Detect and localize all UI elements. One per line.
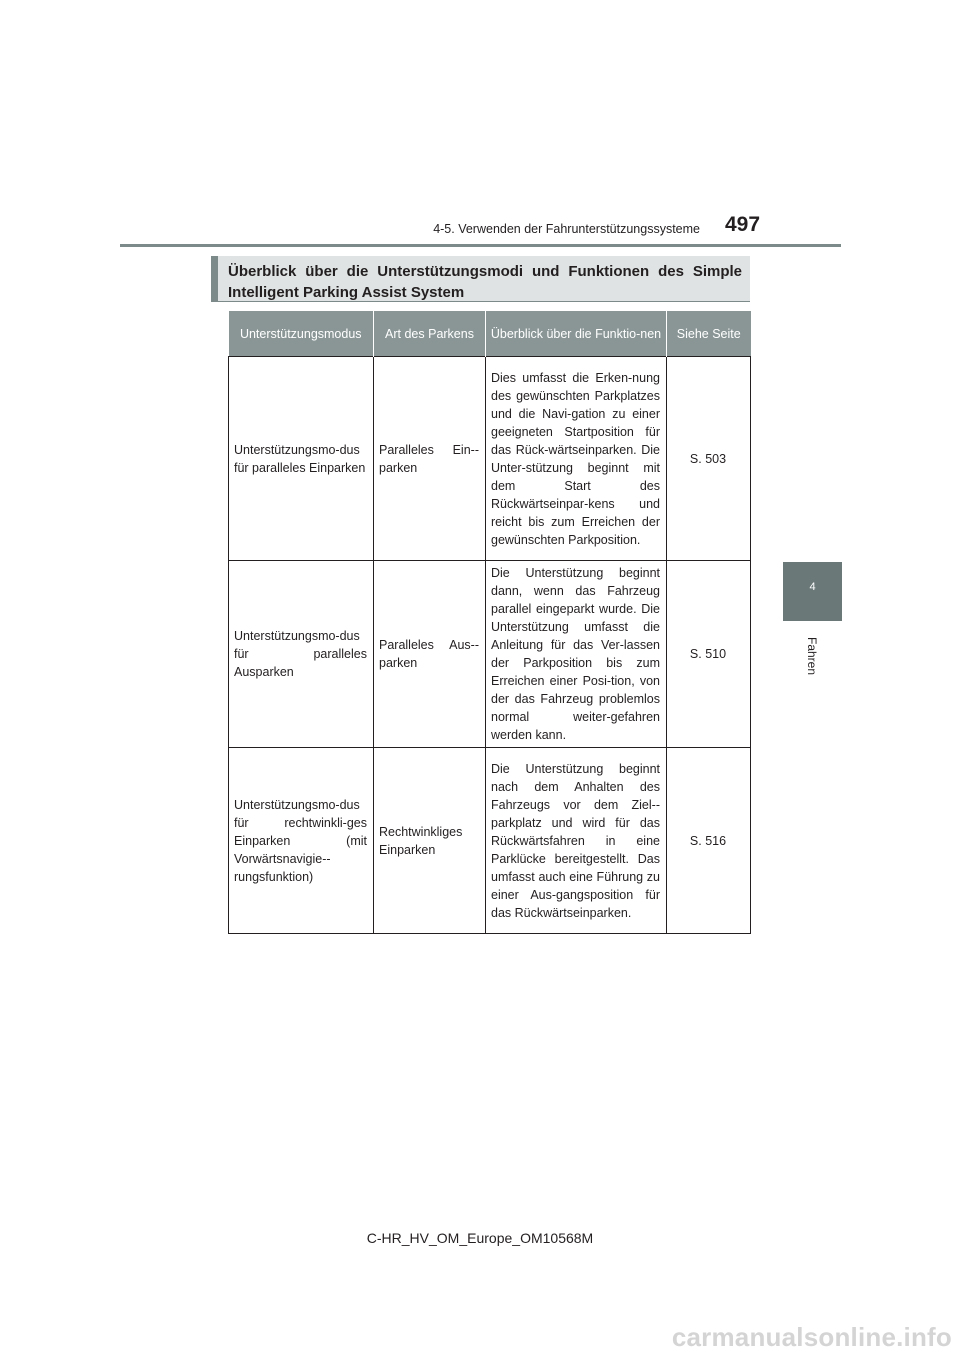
cell-parking-type: Paralleles Aus-parken [374,561,486,748]
chapter-tab-label: Fahren [805,636,819,676]
assist-modes-table [228,311,751,934]
section-title-underline [211,301,750,302]
header-divider [120,244,841,247]
page-number: 497 [725,213,761,236]
document-code: C-HR_HV_OM_Europe_OM10568M [366,1230,594,1246]
watermark: carmanualsonline.info [671,1322,952,1352]
table-row [229,561,751,748]
column-header-overview: Überblick über die Funktio-nen [486,311,667,357]
cell-parking-type: Paralleles Ein-parken [374,357,486,561]
cell-page-reference: S. 510 [667,561,751,748]
cell-page-reference: S. 503 [667,357,751,561]
chapter-tab [783,562,842,621]
cell-overview: Die Unterstützung beginnt dann, wenn das Fahrzeug parallel eingeparkt wurde. Die Unterstützung umfasst die Anleitung für das Ver-lassen der Parkposition bis zum Erreichen einer Posi-tion, von der das Fahrzeug problemlos normal weiter-gefahren werden kann. [486,561,667,748]
table-header-row [229,311,751,357]
cell-mode: Unterstützungsmo-dus für paralleles Ausparken [229,561,374,748]
cell-parking-type: Rechtwinkliges Einparken [374,748,486,934]
table-row [229,748,751,934]
column-header-parking-type: Art des Parkens [374,311,486,357]
cell-overview: Dies umfasst die Erken-nung des gewünschten Parkplatzes und die Navi-gation zu einer geeigneten Startposition für das Rück-wärtseinparken. Die Unter-stützung beginnt mit dem Start des Rückwärtseinpar-kens und reicht bis zum Erreichen der gewünschten Parkposition. [486,357,667,561]
cell-overview: Die Unterstützung beginnt nach dem Anhalten des Fahrzeugs vor dem Ziel-parkplatz und wird für das Rückwärtsfahren in eine Parklücke bereitgestellt. Das umfasst auch eine Führung zu einer Aus-gangsposition für das Rückwärtseinparken. [486,748,667,934]
cell-mode: Unterstützungsmo-dus für paralleles Einparken [229,357,374,561]
running-header-section: 4-5. Verwenden der Fahrunterstützungssysteme [433,222,700,236]
cell-mode: Unterstützungsmo-dus für rechtwinkli-ges Einparken (mit Vorwärtsnavigie-rungsfunktion) [229,748,374,934]
column-header-see-page: Siehe Seite [667,311,751,357]
table-row [229,357,751,561]
section-title: Überblick über die Unterstützungsmodi und Funktionen des Simple Intelligent Parking Assist System [211,256,750,302]
chapter-tab-number: 4 [809,581,816,593]
column-header-mode: Unterstützungsmodus [229,311,374,357]
cell-page-reference: S. 516 [667,748,751,934]
